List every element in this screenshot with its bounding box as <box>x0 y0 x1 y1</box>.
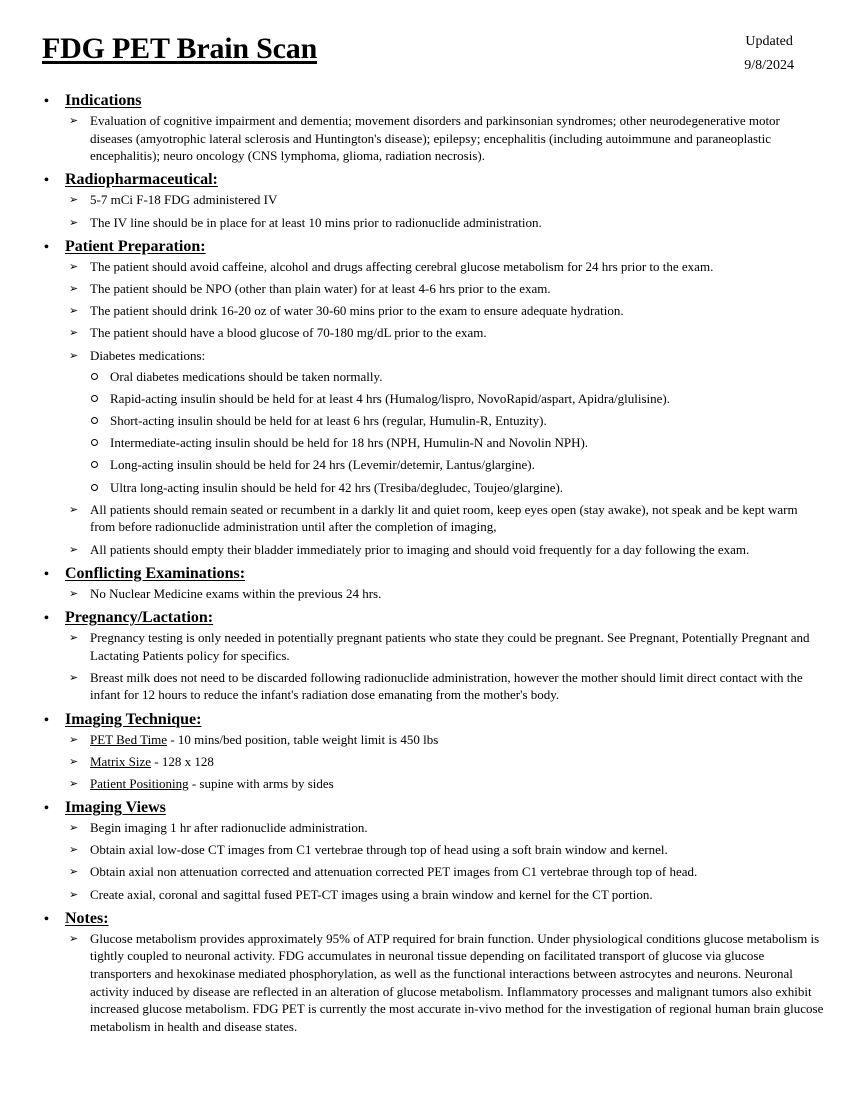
section-title: Imaging Views <box>65 799 166 817</box>
section-heading <box>44 90 824 112</box>
item-text: Short-acting insulin should be held for at least 6 hrs (regular, Humulin-R, Entuzity). <box>110 413 547 429</box>
item-label: PET Bed Time <box>90 731 168 747</box>
item-text: Create axial, coronal and sagittal fused PET-CT images using a brain window and kernel for the CT portion. <box>90 886 653 902</box>
section-title: Patient Preparation: <box>65 237 206 255</box>
arrow-bullet-icon: ➢ <box>69 586 79 600</box>
list-item <box>69 775 824 793</box>
item-text: The patient should drink 16-20 oz of water 30-60 mins prior to the exam to ensure adequate hydration. <box>90 303 624 319</box>
arrow-bullet-icon: ➢ <box>69 114 79 127</box>
circle-bullet-icon <box>91 417 98 424</box>
sub-list-item <box>91 456 824 474</box>
section-imaging-technique <box>44 709 824 793</box>
bullet-icon: • <box>44 911 49 927</box>
sub-list-item <box>91 390 824 408</box>
list-item <box>69 324 824 342</box>
sub-list-item <box>91 479 824 497</box>
section-title: Imaging Technique: <box>65 710 202 728</box>
item-label: Patient Positioning <box>90 775 189 791</box>
arrow-bullet-icon: ➢ <box>69 326 79 340</box>
bullet-icon: • <box>44 712 49 728</box>
list-item <box>69 347 824 365</box>
circle-bullet-icon <box>91 373 98 380</box>
list-item <box>69 863 824 881</box>
arrow-bullet-icon: ➢ <box>69 215 79 229</box>
item-list <box>44 585 824 603</box>
list-item <box>69 841 824 859</box>
item-list <box>44 112 824 165</box>
arrow-bullet-icon: ➢ <box>69 281 79 295</box>
bullet-icon: • <box>44 94 49 109</box>
section-title: Radiopharmaceutical: <box>65 171 218 189</box>
arrow-bullet-icon: ➢ <box>69 887 79 901</box>
item-value: - 10 mins/bed position, table weight limit is 450 lbs <box>167 731 439 747</box>
arrow-bullet-icon: ➢ <box>69 348 79 362</box>
section-heading <box>44 607 824 629</box>
arrow-bullet-icon: ➢ <box>69 630 79 644</box>
updated-block <box>744 30 794 78</box>
list-item <box>69 541 824 559</box>
item-text: Obtain axial low-dose CT images from C1 vertebrae through top of head using a soft brain window and kernel. <box>90 842 668 858</box>
item-text: Glucose metabolism provides approximately 95% of ATP required for brain function. Under physiological conditions glucose metabolism is tightly coupled to neuronal activity. FDG accumulates in neuronal tissue depending on facilitated transport of glucose via glucose transporters and hexokinase mediated phosphorylation, as well as the functional interactions between astrocytes and neurons. Neuronal activity induced by disease are reflected in an alteration of glucose metabolism. Inflammatory processes and malignant tumors also exhibit increased glucose metabolism. FDG PET is currently the most accurate in-vivo method for the investigation of regional human brain glucose metabolism in health and disease states. <box>90 930 824 1034</box>
sub-list-item <box>91 434 824 452</box>
item-value: - supine with arms by sides <box>188 775 334 791</box>
section-notes <box>44 908 824 1036</box>
bullet-icon: • <box>44 801 49 817</box>
section-indications <box>44 90 824 165</box>
item-list <box>44 819 824 903</box>
item-text <box>90 731 824 749</box>
protocol-content <box>44 90 824 1040</box>
item-text: Pregnancy testing is only needed in potentially pregnant patients who state they could be pregnant. See Pregnant, Potentially Pregnant and Lactating Patients policy for specifics. <box>90 629 810 663</box>
circle-bullet-icon <box>91 395 98 402</box>
item-text: All patients should empty their bladder immediately prior to imaging and should void frequently for a day following the exam. <box>90 541 750 557</box>
item-text <box>90 775 824 793</box>
section-patient-preparation <box>44 236 824 558</box>
list-item <box>69 731 824 749</box>
item-text: The patient should have a blood glucose of 70-180 mg/dL prior to the exam. <box>90 325 487 341</box>
item-text: Breast milk does not need to be discarded following radionuclide administration, however the mother should limit direct contact with the infant for 12 hours to reduce the infant's radiation dose emanating from the mother's body. <box>90 669 803 703</box>
list-item <box>69 302 824 320</box>
section-radiopharmaceutical <box>44 169 824 231</box>
section-heading <box>44 908 824 930</box>
list-item <box>69 258 824 276</box>
section-pregnancy-lactation <box>44 607 824 704</box>
arrow-bullet-icon: ➢ <box>69 865 79 879</box>
section-heading <box>44 797 824 819</box>
item-text <box>90 753 824 771</box>
section-title: Conflicting Examinations: <box>65 564 246 582</box>
bullet-icon: • <box>44 173 49 189</box>
arrow-bullet-icon: ➢ <box>69 776 79 790</box>
arrow-bullet-icon: ➢ <box>69 843 79 857</box>
item-list <box>44 258 824 364</box>
item-text: All patients should remain seated or recumbent in a darkly lit and quiet room, keep eyes open (stay awake), not speak and be kept warm from before radionuclide administration until after the completion of imaging, <box>90 501 798 535</box>
item-text: Diabetes medications: <box>90 347 206 363</box>
arrow-bullet-icon: ➢ <box>69 670 79 684</box>
list-item <box>69 629 824 664</box>
arrow-bullet-icon: ➢ <box>69 304 79 318</box>
page-title: FDG PET Brain Scan <box>42 32 318 65</box>
section-imaging-views <box>44 797 824 903</box>
bullet-icon: • <box>44 610 49 626</box>
section-heading <box>44 709 824 731</box>
list-item <box>69 214 824 232</box>
arrow-bullet-icon: ➢ <box>69 732 79 746</box>
sub-list-item <box>91 368 824 386</box>
section-heading <box>44 236 824 258</box>
list-item <box>69 886 824 904</box>
list-item <box>69 753 824 771</box>
list-item <box>69 501 824 536</box>
section-heading <box>44 169 824 191</box>
arrow-bullet-icon: ➢ <box>69 502 79 516</box>
section-title: Pregnancy/Lactation: <box>65 608 214 626</box>
list-item <box>69 819 824 837</box>
item-text: 5-7 mCi F-18 FDG administered IV <box>90 192 278 208</box>
list-item <box>69 280 824 298</box>
circle-bullet-icon <box>91 484 98 491</box>
arrow-bullet-icon: ➢ <box>69 931 79 945</box>
item-list <box>44 501 824 558</box>
circle-bullet-icon <box>91 461 98 468</box>
item-text: Long-acting insulin should be held for 24 hrs (Levemir/detemir, Lantus/glargine). <box>110 457 535 473</box>
list-item <box>69 585 824 603</box>
section-conflicting-examinations <box>44 563 824 603</box>
updated-date: 9/8/2024 <box>744 58 794 73</box>
list-item <box>69 191 824 209</box>
item-text: Begin imaging 1 hr after radionuclide administration. <box>90 820 368 836</box>
item-text: Intermediate-acting insulin should be held for 18 hrs (NPH, Humulin-N and Novolin NPH). <box>110 435 589 451</box>
list-item <box>69 669 824 704</box>
item-text: Rapid-acting insulin should be held for at least 4 hrs (Humalog/lispro, NovoRapid/aspart, Apidra/glulisine). <box>110 390 670 406</box>
section-title: Notes: <box>65 909 109 927</box>
arrow-bullet-icon: ➢ <box>69 754 79 768</box>
arrow-bullet-icon: ➢ <box>69 821 79 835</box>
item-label: Matrix Size <box>90 753 152 769</box>
item-text: Evaluation of cognitive impairment and dementia; movement disorders and parkinsonian syndromes; other neurodegenerative motor diseases (amyotrophic lateral sclerosis and Huntington's disease); epilepsy; encephalitis (including autoimmune and paraneoplastic encephalitis); neuro oncology (CNS lymphoma, glioma, radiation necrosis). <box>90 113 780 164</box>
section-heading <box>44 563 824 585</box>
item-value: - 128 x 128 <box>151 753 214 769</box>
item-text: Obtain axial non attenuation corrected and attenuation corrected PET images from C1 vertebrae through top of head. <box>90 864 698 880</box>
arrow-bullet-icon: ➢ <box>69 542 79 556</box>
circle-bullet-icon <box>91 439 98 446</box>
item-list <box>44 629 824 704</box>
item-list <box>44 731 824 793</box>
bullet-icon: • <box>44 239 49 255</box>
diabetes-sublist <box>44 368 824 497</box>
item-text: Ultra long-acting insulin should be held for 42 hrs (Tresiba/degludec, Toujeo/glargine). <box>110 479 564 495</box>
item-list <box>44 930 824 1036</box>
item-text: The patient should avoid caffeine, alcohol and drugs affecting cerebral glucose metabolism for 24 hrs prior to the exam. <box>90 258 714 274</box>
item-text: Oral diabetes medications should be taken normally. <box>110 368 383 384</box>
item-text: The IV line should be in place for at least 10 mins prior to radionuclide administration. <box>90 214 542 230</box>
updated-label: Updated <box>745 34 793 49</box>
item-list <box>44 191 824 231</box>
arrow-bullet-icon: ➢ <box>69 259 79 273</box>
arrow-bullet-icon: ➢ <box>69 193 79 207</box>
item-text: No Nuclear Medicine exams within the previous 24 hrs. <box>90 585 382 601</box>
item-text: The patient should be NPO (other than plain water) for at least 4-6 hrs prior to the exam. <box>90 280 551 296</box>
section-title: Indications <box>65 92 142 109</box>
sub-list-item <box>91 412 824 430</box>
list-item <box>69 112 824 165</box>
list-item <box>69 930 824 1036</box>
bullet-icon: • <box>44 566 49 582</box>
